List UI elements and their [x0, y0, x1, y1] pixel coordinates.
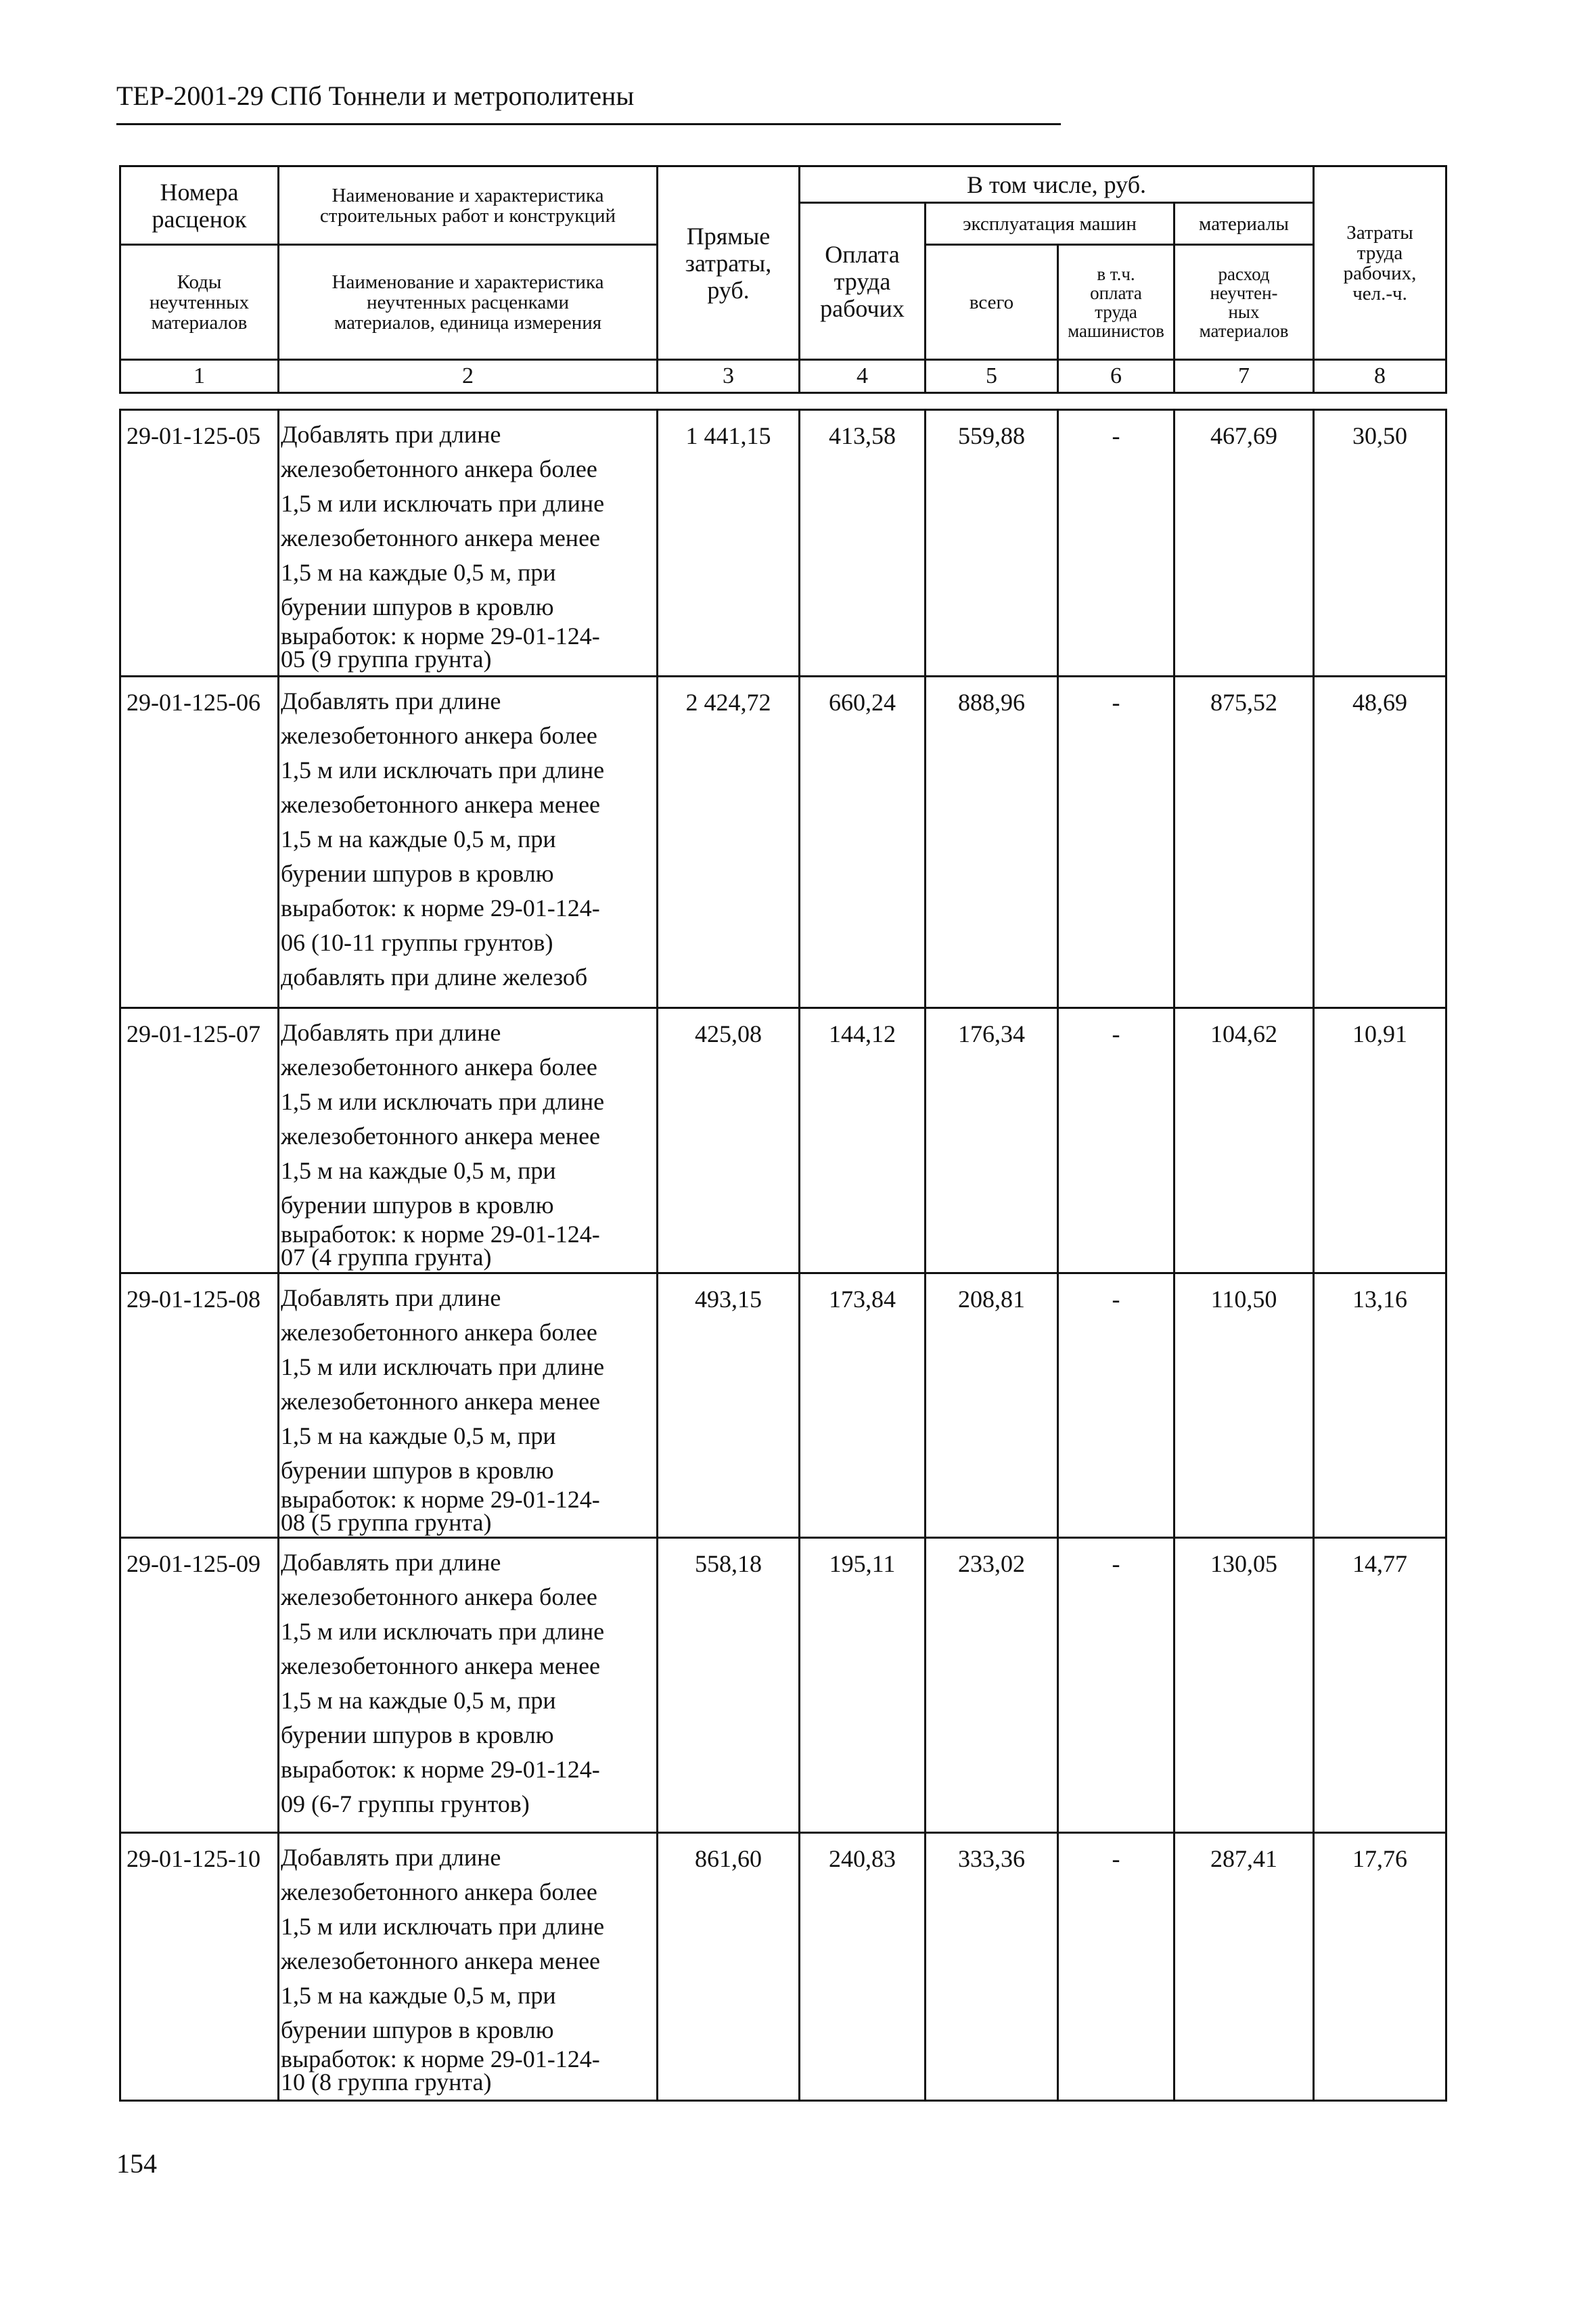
description-line: железобетонного анкера менее [281, 1947, 601, 1974]
header-work-name: Наименование и характеристика строительных работ и конструкций [279, 166, 658, 245]
table-header [119, 165, 1447, 394]
rate-code-cell: 29-01-125-07 [120, 1008, 279, 1273]
description-line: 07 (4 группа грунта) [281, 1244, 492, 1271]
description-line: железобетонного анкера менее [281, 524, 601, 551]
description-cell [279, 1273, 658, 1538]
description-line: 1,5 м на каждые 0,5 м, при [281, 1982, 556, 2009]
table-row [120, 410, 1446, 677]
description-line: 1,5 м на каждые 0,5 м, при [281, 1422, 556, 1449]
description-line: Добавлять при длине [281, 1019, 501, 1046]
operators-pay-cell: - [1058, 1008, 1175, 1273]
description-line: железобетонного анкера менее [281, 1652, 601, 1679]
description-line: железобетонного анкера более [281, 1054, 597, 1081]
direct-costs-cell: 493,15 [658, 1273, 800, 1538]
header-direct-costs: Прямые затраты, руб. [658, 166, 800, 360]
machines-total-cell: 233,02 [926, 1538, 1058, 1833]
description-line: 09 (6-7 группы грунтов) [281, 1790, 530, 1817]
description-line: 06 (10-11 группы грунтов) [281, 929, 553, 956]
description-line: 08 (5 группа грунта) [281, 1509, 492, 1536]
header-materials: материалы [1175, 203, 1314, 245]
description-line: бурении шпуров в кровлю [281, 860, 554, 887]
description-line: железобетонного анкера более [281, 722, 597, 749]
labor-pay-cell: 240,83 [800, 1833, 926, 2101]
rate-code-cell: 29-01-125-09 [120, 1538, 279, 1833]
description-line: 1,5 м на каждые 0,5 м, при [281, 559, 556, 586]
labor-hours-cell: 10,91 [1314, 1008, 1446, 1273]
page-number: 154 [116, 2148, 157, 2179]
machines-total-cell: 208,81 [926, 1273, 1058, 1538]
description-line: Добавлять при длине [281, 1549, 501, 1576]
materials-cell: 104,62 [1175, 1008, 1314, 1273]
description-line: бурении шпуров в кровлю [281, 2016, 554, 2043]
rate-code-cell: 29-01-125-08 [120, 1273, 279, 1538]
labor-hours-cell: 14,77 [1314, 1538, 1446, 1833]
description-line: бурении шпуров в кровлю [281, 593, 554, 620]
direct-costs-cell: 1 441,15 [658, 410, 800, 677]
header-materials-name: Наименование и характеристика неучтенных расценками материалов, единица измерения [279, 245, 658, 360]
rate-code-cell: 29-01-125-06 [120, 677, 279, 1008]
table-row [120, 1008, 1446, 1273]
description-line: 1,5 м или исключать при длине [281, 490, 605, 517]
description-line: бурении шпуров в кровлю [281, 1457, 554, 1484]
description-line: выработок: к норме 29-01-124- [281, 2045, 600, 2073]
description-line: железобетонного анкера более [281, 455, 597, 482]
operators-pay-cell: - [1058, 1273, 1175, 1538]
description-line: 1,5 м или исключать при длине [281, 1353, 605, 1380]
description-line: 1,5 м на каждые 0,5 м, при [281, 825, 556, 853]
labor-pay-cell: 195,11 [800, 1538, 926, 1833]
description-line: выработок: к норме 29-01-124- [281, 894, 600, 922]
description-line: бурении шпуров в кровлю [281, 1721, 554, 1748]
description-line: железобетонного анкера менее [281, 791, 601, 818]
machines-total-cell: 333,36 [926, 1833, 1058, 2101]
direct-costs-cell: 425,08 [658, 1008, 800, 1273]
description-line: 05 (9 группа грунта) [281, 646, 492, 673]
header-group-including: В том числе, руб. [800, 166, 1314, 203]
materials-cell: 130,05 [1175, 1538, 1314, 1833]
description-line: выработок: к норме 29-01-124- [281, 1486, 600, 1513]
header-operators-pay: в т.ч. оплата труда машинистов [1058, 245, 1175, 360]
description-line: Добавлять при длине [281, 1284, 501, 1311]
operators-pay-cell: - [1058, 1833, 1175, 2101]
description-line: Добавлять при длине [281, 687, 501, 715]
header-unaccounted-materials: расход неучтен- ных материалов [1175, 245, 1314, 360]
table-row [120, 1833, 1446, 2101]
materials-cell: 875,52 [1175, 677, 1314, 1008]
labor-hours-cell: 17,76 [1314, 1833, 1446, 2101]
machines-total-cell: 888,96 [926, 677, 1058, 1008]
direct-costs-cell: 2 424,72 [658, 677, 800, 1008]
title-divider [116, 123, 1061, 125]
description-line: железобетонного анкера более [281, 1878, 597, 1905]
description-cell [279, 410, 658, 677]
description-cell [279, 1008, 658, 1273]
materials-cell: 110,50 [1175, 1273, 1314, 1538]
description-line: бурении шпуров в кровлю [281, 1192, 554, 1219]
description-cell [279, 677, 658, 1008]
operators-pay-cell: - [1058, 1538, 1175, 1833]
description-line: 10 (8 группа грунта) [281, 2068, 492, 2096]
description-line: железобетонного анкера менее [281, 1388, 601, 1415]
description-line: 1,5 м или исключать при длине [281, 1088, 605, 1115]
header-rate-numbers: Номера расценок [120, 166, 279, 245]
labor-hours-cell: 48,69 [1314, 677, 1446, 1008]
description-line: 1,5 м на каждые 0,5 м, при [281, 1687, 556, 1714]
rate-code-cell: 29-01-125-05 [120, 410, 279, 677]
labor-pay-cell: 660,24 [800, 677, 926, 1008]
table-row [120, 1273, 1446, 1538]
column-numbers-row: 1 2 3 4 5 6 7 8 [120, 360, 1446, 393]
header-machine-operation: эксплуатация машин [926, 203, 1175, 245]
description-cell [279, 1833, 658, 2101]
labor-pay-cell: 173,84 [800, 1273, 926, 1538]
materials-cell: 287,41 [1175, 1833, 1314, 2101]
description-line: выработок: к норме 29-01-124- [281, 1756, 600, 1783]
labor-hours-cell: 13,16 [1314, 1273, 1446, 1538]
labor-pay-cell: 413,58 [800, 410, 926, 677]
description-line: 1,5 м или исключать при длине [281, 1913, 605, 1940]
header-machines-total: всего [926, 245, 1058, 360]
description-line: Добавлять при длине [281, 421, 501, 448]
description-line: железобетонного анкера менее [281, 1123, 601, 1150]
description-line: Добавлять при длине [281, 1844, 501, 1871]
description-line: 1,5 м или исключать при длине [281, 1618, 605, 1645]
description-cell [279, 1538, 658, 1833]
table-row [120, 1538, 1446, 1833]
description-line: железобетонного анкера более [281, 1319, 597, 1346]
machines-total-cell: 176,34 [926, 1008, 1058, 1273]
direct-costs-cell: 558,18 [658, 1538, 800, 1833]
description-line: добавлять при длине железоб [281, 964, 588, 991]
header-labor-hours: Затраты труда рабочих, чел.-ч. [1314, 166, 1446, 360]
labor-pay-cell: 144,12 [800, 1008, 926, 1273]
header-labor-pay: Оплата труда рабочих [800, 203, 926, 360]
table-row [120, 677, 1446, 1008]
operators-pay-cell: - [1058, 410, 1175, 677]
rates-table [119, 409, 1447, 2102]
description-line: выработок: к норме 29-01-124- [281, 1221, 600, 1248]
page-title: ТЕР-2001-29 СПб Тоннели и метрополитены [116, 81, 635, 111]
description-line: 1,5 м на каждые 0,5 м, при [281, 1157, 556, 1184]
rate-code-cell: 29-01-125-10 [120, 1833, 279, 2101]
description-line: железобетонного анкера более [281, 1583, 597, 1610]
header-unaccounted-codes: Коды неучтенных материалов [120, 245, 279, 360]
operators-pay-cell: - [1058, 677, 1175, 1008]
materials-cell: 467,69 [1175, 410, 1314, 677]
description-line: 1,5 м или исключать при длине [281, 756, 605, 784]
labor-hours-cell: 30,50 [1314, 410, 1446, 677]
description-line: выработок: к норме 29-01-124- [281, 622, 600, 650]
machines-total-cell: 559,88 [926, 410, 1058, 677]
direct-costs-cell: 861,60 [658, 1833, 800, 2101]
